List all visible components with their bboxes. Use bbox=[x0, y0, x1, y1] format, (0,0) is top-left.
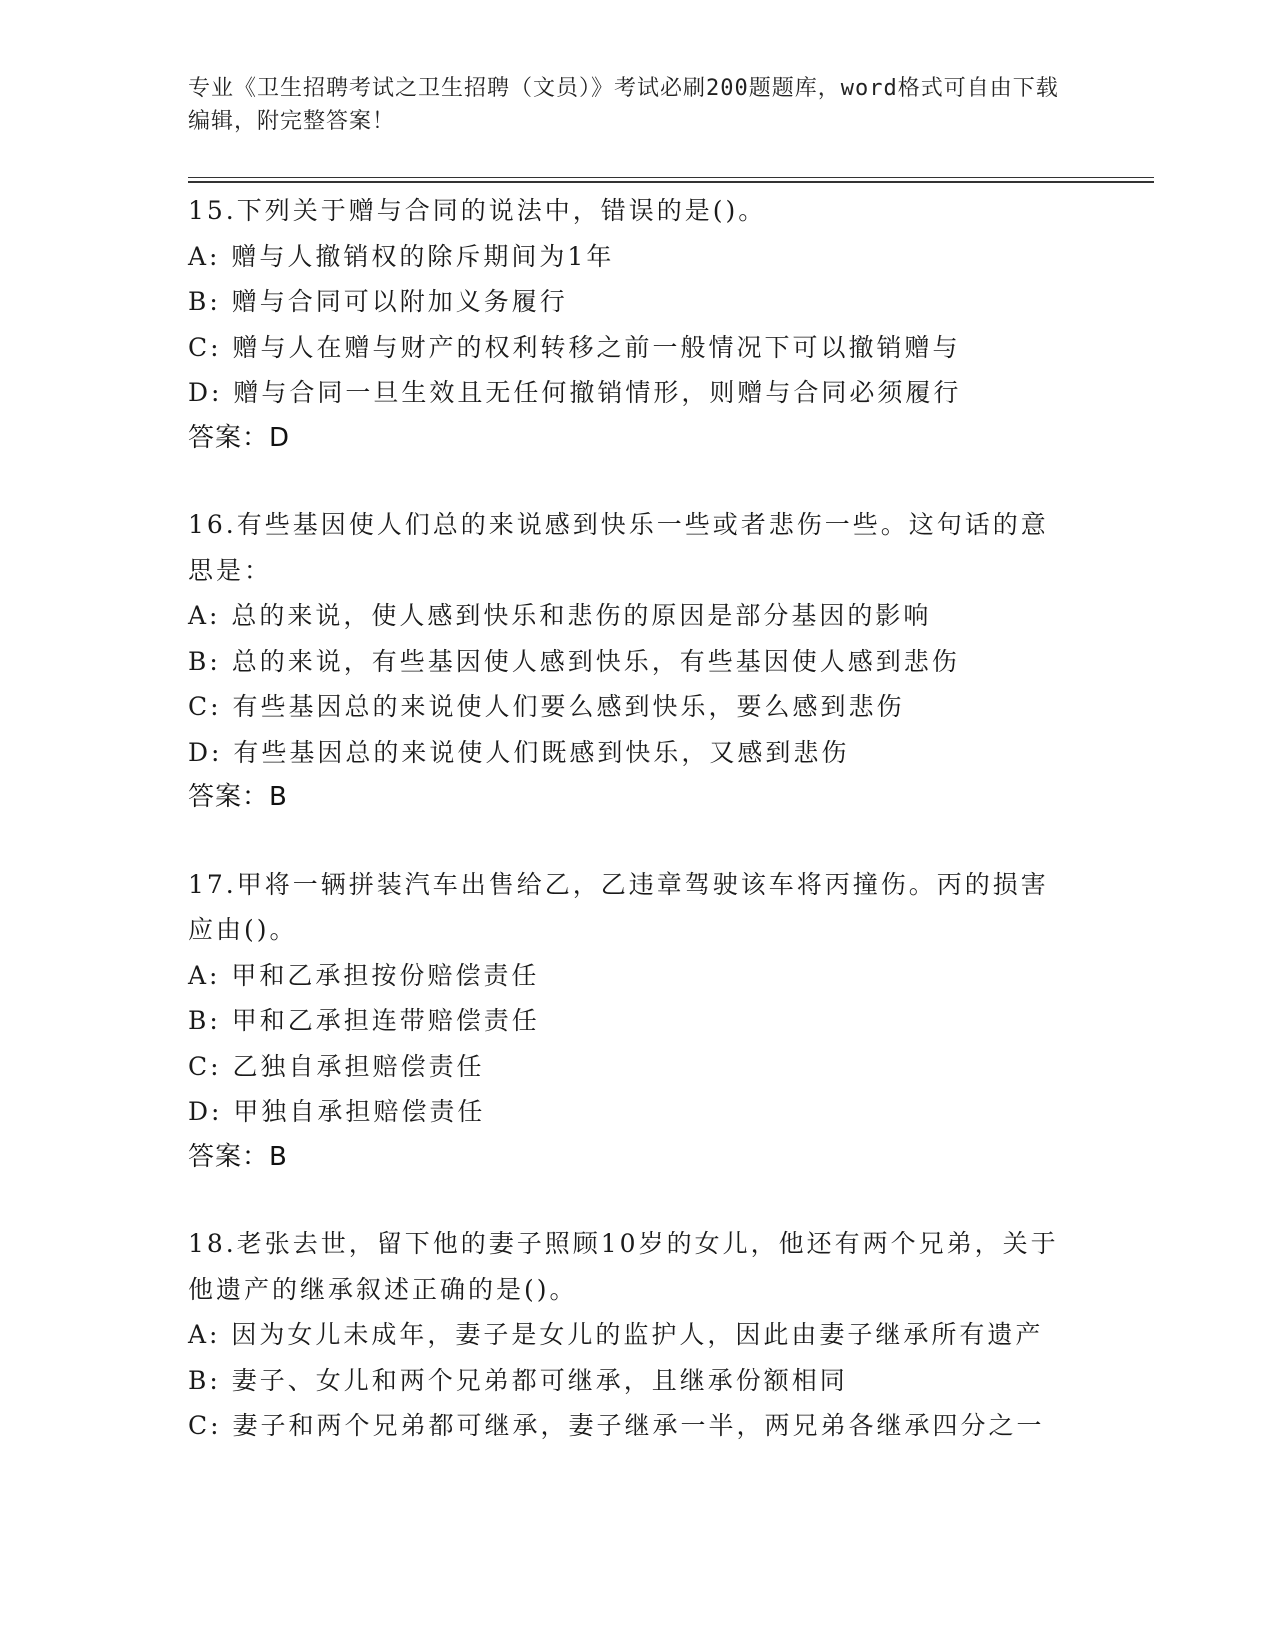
question-block bbox=[188, 502, 1068, 821]
answer-line: 答案：D bbox=[188, 422, 291, 453]
header-divider-thick bbox=[188, 181, 1154, 183]
question-stem: 18.老张去世，留下他的妻子照顾10岁的女儿，他还有两个兄弟，关于他遗产的继承叙述正确的是()。 bbox=[188, 1229, 1059, 1304]
document-header: 专业《卫生招聘考试之卫生招聘（文员）》考试必刷200题题库，word格式可自由下载编辑，附完整答案！ bbox=[188, 76, 1059, 134]
option-d: D: 赠与合同一旦生效且无任何撤销情形，则赠与合同必须履行 bbox=[188, 378, 962, 407]
option-a: A: 赠与人撤销权的除斥期间为1年 bbox=[188, 241, 615, 271]
option-c: C: 妻子和两个兄弟都可继承，妻子继承一半，两兄弟各继承四分之一 bbox=[188, 1411, 1045, 1440]
header-divider-thin bbox=[188, 177, 1154, 178]
option-a: A: 总的来说，使人感到快乐和悲伤的原因是部分基因的影响 bbox=[188, 601, 932, 630]
answer-line: 答案：B bbox=[188, 782, 288, 812]
option-c: C: 乙独自承担赔偿责任 bbox=[188, 1051, 485, 1081]
option-a: A: 甲和乙承担按份赔偿责任 bbox=[188, 960, 540, 990]
question-stem: 17.甲将一辆拼装汽车出售给乙，乙违章驾驶该车将丙撞伤。丙的损害应由()。 bbox=[188, 869, 1049, 944]
option-b: B: 总的来说，有些基因使人感到快乐，有些基因使人感到悲伤 bbox=[188, 646, 960, 676]
option-c: C: 赠与人在赠与财产的权利转移之前一般情况下可以撤销赠与 bbox=[188, 332, 961, 362]
option-c: C: 有些基因总的来说使人们要么感到快乐，要么感到悲伤 bbox=[188, 692, 905, 721]
option-d: D: 甲独自承担赔偿责任 bbox=[188, 1097, 486, 1126]
option-b: B: 妻子、女儿和两个兄弟都可继承，且继承份额相同 bbox=[188, 1365, 848, 1395]
question-stem: 16.有些基因使人们总的来说感到快乐一些或者悲伤一些。这句话的意思是： bbox=[188, 510, 1049, 585]
question-block bbox=[188, 862, 1068, 1181]
option-a: A: 因为女儿未成年，妻子是女儿的监护人，因此由妻子继承所有遗产 bbox=[188, 1320, 1044, 1349]
question-block bbox=[188, 188, 1068, 461]
option-b: B: 赠与合同可以附加义务履行 bbox=[188, 287, 568, 316]
question-block bbox=[188, 1221, 1068, 1449]
question-list bbox=[188, 188, 1068, 1490]
question-stem: 15.下列关于赠与合同的说法中，错误的是()。 bbox=[188, 196, 767, 225]
option-d: D: 有些基因总的来说使人们既感到快乐，又感到悲伤 bbox=[188, 737, 850, 767]
answer-line: 答案：B bbox=[188, 1141, 288, 1172]
option-b: B: 甲和乙承担连带赔偿责任 bbox=[188, 1006, 540, 1035]
